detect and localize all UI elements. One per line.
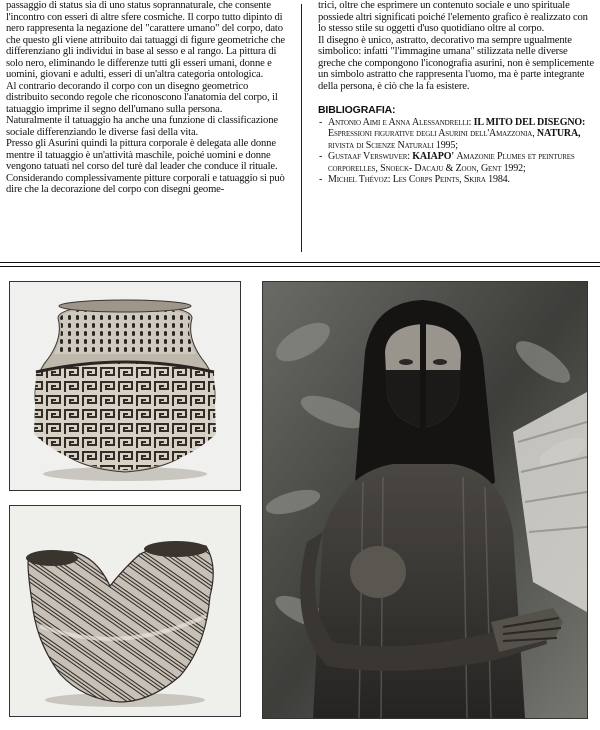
paragraph: Il disegno è unico, astratto, decorativo ma sempre ugualmente simbolico: infatti "l'immagine umana" stilizzata nelle diverse greche che compongono l'iconografia asurini, non è semplicemente un simbolo astratto che rappresenta l'uomo, ma è parte integrante della persona, è ciò che la fa esistere. <box>318 34 594 92</box>
bib-title: Les Corps Peints, <box>392 174 462 186</box>
portrait-illustration <box>263 282 587 718</box>
bib-pub: NATURA, <box>536 128 581 140</box>
bib-rest: Amazonie Plumes et peintures corporelles, <box>328 151 575 174</box>
bibliography-list <box>318 117 596 187</box>
bib-title: IL MITO DEL DISEGNO: <box>473 116 586 128</box>
bib-authors: Gustaaf Verswijver: <box>328 151 410 163</box>
vase-photo-2 <box>9 505 241 717</box>
bib-pub: Snoeck- Dacaju & Zoon, <box>380 162 479 174</box>
bib-authors: Antonio Aimi e Anna Alessandrelli: <box>328 116 472 128</box>
section-rule <box>0 266 600 267</box>
woman-portrait-photo <box>262 281 588 719</box>
vessel-illustration <box>10 506 240 716</box>
bibliography-heading: BIBLIOGRAFIA: <box>318 104 396 116</box>
paragraph: Al contrario decorando il corpo con un disegno geometrico distribuito secondo regole che riconoscono l'anatomia del corpo, il tatuaggio imprime il segno dell'umano sulla persona. <box>6 80 278 115</box>
vase-photo-1 <box>9 281 241 491</box>
paragraph: Naturalmente il tatuaggio ha anche una funzione di classificazione sociale differenziando le diverse fasi della vita. <box>6 115 278 138</box>
text-column-right <box>318 0 596 186</box>
bibliography-entry <box>318 174 596 186</box>
bib-authors: Michel Thévoz: <box>328 174 391 186</box>
vase-illustration <box>10 282 240 490</box>
bib-tail: Gent 1992; <box>480 162 526 174</box>
bibliography-entry <box>318 117 596 152</box>
bib-title: KAIAPO' <box>412 151 454 163</box>
section-rule <box>0 262 600 263</box>
paragraph: Considerando complessivamente pitture corporali e tatuaggio si può dire che la decorazione del corpo con disegni geome- <box>6 172 285 195</box>
paragraph: passaggio di status sia di uno status soprannaturale, che consente l'incontro con esseri di altre sfere cosmiche. Il corpo tutto dipinto di nero rappresenta la negazione del "carattere umano" del corpo, dato che questo gli viene attribuito dai tatuaggi di figure geometriche che differenziano gli individui in base al sesso e al rango. La pittura di solo nero, eliminando le differenze tutti gli esseri umani, donne e uomini, giovani e adulti, esseri di un'altra categoria ontologica. <box>6 0 285 80</box>
text-column-left <box>6 0 288 196</box>
bib-rest: Espressioni figurative degli Asurini dell'Amazzonia, <box>328 128 535 140</box>
paragraph: Presso gli Asurini quindi la pittura corporale è delegata alle donne mentre il tatuaggio è un'attività maschile, poiché uomini e donne vengono tatuati nel corso del turè dal leader che conduce il rituale. <box>6 138 278 172</box>
column-divider <box>301 4 302 252</box>
bibliography-entry <box>318 151 596 174</box>
paragraph: trici, oltre che esprimere un contenuto sociale e uno spirituale possiede altri significati poiché l'elemento grafico è realizzato con lo stesso stile su oggetti d'uso quotidiano oltre al corpo. <box>318 0 588 34</box>
bib-pub: Skira 1984. <box>463 174 510 186</box>
bib-tail: rivista di Scienze Naturali 1995; <box>328 139 458 151</box>
